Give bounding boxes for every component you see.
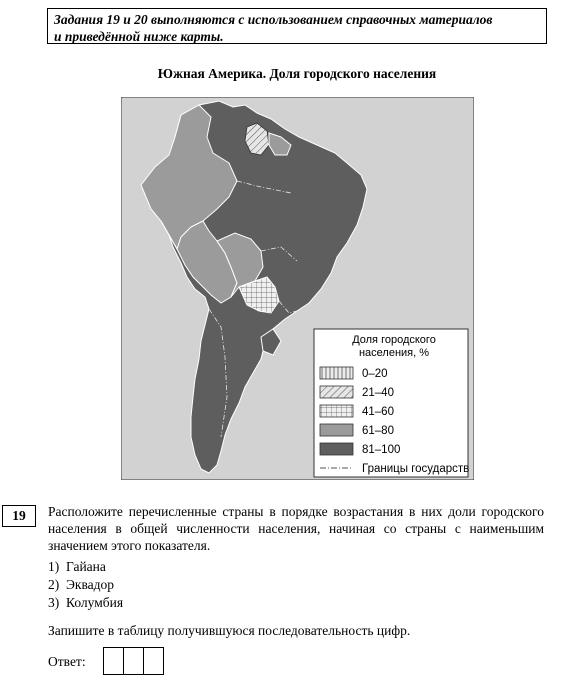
answer-cell-1[interactable] bbox=[103, 647, 124, 675]
option-2 bbox=[48, 576, 114, 593]
answer-cell-3[interactable] bbox=[143, 647, 164, 675]
instructions-box bbox=[47, 8, 547, 44]
south-america-map bbox=[121, 97, 474, 480]
instructions-line-1: Задания 19 и 20 выполняются с использованием справочных материалов bbox=[54, 12, 493, 27]
option-1-label: Гайана bbox=[66, 559, 106, 574]
legend-border-label: Границы государств bbox=[362, 463, 470, 475]
legend-label-21-40: 21–40 bbox=[362, 387, 394, 399]
legend-title-line-2: населения, % bbox=[358, 347, 430, 359]
option-3-number: 3) bbox=[48, 595, 60, 610]
instruction-text: Запишите в таблицу получившуюся последовательность цифр. bbox=[48, 623, 411, 638]
legend-label-61-80: 61–80 bbox=[362, 425, 394, 437]
legend-swatch-41-60 bbox=[320, 405, 353, 417]
legend-swatch-81-100 bbox=[320, 443, 353, 455]
legend-swatch-0-20 bbox=[320, 367, 353, 379]
option-2-number: 2) bbox=[48, 577, 60, 592]
map-legend bbox=[314, 329, 469, 477]
option-3 bbox=[48, 594, 123, 611]
answer-label: Ответ: bbox=[48, 654, 86, 669]
option-1 bbox=[48, 558, 106, 575]
instructions-line-2: и приведённой ниже карты. bbox=[54, 29, 224, 44]
answer-cells[interactable] bbox=[103, 647, 164, 675]
option-1-number: 1) bbox=[48, 559, 60, 574]
task-number: 19 bbox=[2, 505, 36, 527]
map-title: Южная Америка. Доля городского населения bbox=[157, 66, 437, 81]
legend-label-81-100: 81–100 bbox=[362, 444, 401, 456]
legend-label-41-60: 41–60 bbox=[362, 406, 394, 418]
legend-swatch-21-40 bbox=[320, 386, 353, 398]
answer-cell-2[interactable] bbox=[123, 647, 144, 675]
option-3-label: Колумбия bbox=[66, 595, 124, 610]
task-text: Расположите перечисленные страны в порядке возрастания в них доли городского населения в общей численности населения, начиная со страны с наименьшим значением этого показателя. bbox=[48, 504, 544, 553]
option-2-label: Эквадор bbox=[66, 577, 115, 592]
legend-title-line-1: Доля городского bbox=[352, 334, 436, 346]
legend-label-0-20: 0–20 bbox=[362, 368, 388, 380]
legend-swatch-61-80 bbox=[320, 424, 353, 436]
